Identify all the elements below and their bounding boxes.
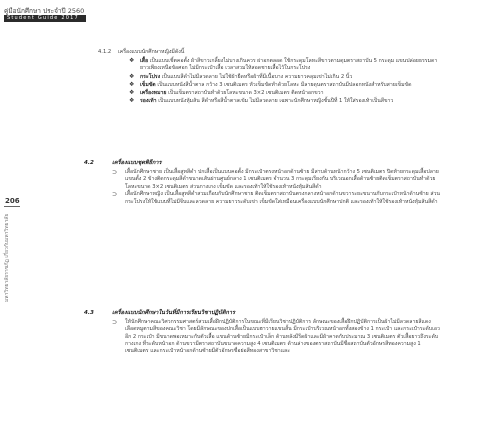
paragraph-text: เสื้อนักศึกษาชาย เป็นเสื้อสูทสีดำ ปกเสื้อเป็นแบบคอตั้ง มีกระเป๋าตรงหน้าอกด้านซ้าย มีสาบด้านหน้ากว้าง 5 เซนติเมตร ปิดท้ายกระดุมเสื้อปลายแขนตั้ง 2 ข้างติดกระดุมสีดำขนาดเส้นผ่านศูนย์กลาง 1 เซนติเมตร จำนวน 3 กระดุมเรียงกัน บริเวณอกเสื้อด้านซ้ายติดเข็มตราสถาบันทำด้วยโลหะขนาด 3×2 เซนติเมตร ส่วนกางเกง เข็มขัด และรองเท้าให้ใช้รองเท้าหนังหุ้มส้นสีดำ xyxy=(125,169,439,190)
item-label: รองเท้า xyxy=(140,98,157,105)
paragraph xyxy=(112,191,442,206)
section-number: 4.3 xyxy=(84,310,94,316)
item-label: เสื้อ xyxy=(140,58,149,64)
star-bullet-icon: ❖ xyxy=(129,89,135,97)
section-title: เครื่องแบบนักศึกษาหญิงมีดังนี้ xyxy=(118,49,185,55)
list-item xyxy=(127,98,447,105)
star-bullet-icon: ❖ xyxy=(129,80,135,88)
section-4-1-2-heading xyxy=(98,49,184,56)
section-title: เครื่องแบบนักศึกษาในวันที่มีการเรียนวิชาปฏิบัติการ xyxy=(112,310,235,316)
paragraph-text: ให้นักศึกษาคณะวิศวกรรมศาสตร์สวมเสื้อฝึกปฏิบัติการในขณะที่มีเรียนวิชาปฏิบัติการ ลักษณะของเสื้อฝึกปฏิบัติการเป็นผ้าไม่มีลวดลายสีแดงเลือดหมูตามสีของคณะวิชา โดยมีลักษณะของปกเสื้อเป็นแบบฮาวายแขนสั้น มีกระเป๋าบริเวณหน้าอกทั้งสองข้าง 1 กระเป๋า และกระเป๋าระดับเอวอีก 2 กระเป๋า มีขนาดพอเหมาะกับตัวเสื้อ แขนด้านซ้ายมีกระเป๋าเล็ก ด้านหลังมีรีดผ้าและมีผ้าคาดกับประมาณ 3 เซนติเมตร ตัวเสื้อยาวถึงระดับกางเกง ที่ระดับหน้าอก ด้านขวามีตราสถาบันขนาดความสูง 4 เซนติเมตร ด้านล่างของตราสถาบันมีชื่อสถาบันตัวอักษรสีทองความสูง 1 เซนติเมตร และกระเป๋าหน้าอกด้านซ้ายมีตัวอักษรชื่อย่อสีทองสาขาวิชาและ xyxy=(125,319,440,355)
paragraph xyxy=(112,319,442,355)
item-text: เป็นแบบหนังหุ้มส้น สีดำหรือสีน้ำตาลเข้ม ไม่มีลวดลาย เฉพาะนักศึกษาหญิงชั้นปีที่ 1 ให้ใส่รองเท้าเป็นสีขาว xyxy=(158,98,394,105)
section-number: 4.2 xyxy=(84,160,94,166)
list-item xyxy=(127,74,447,81)
side-tab xyxy=(2,212,12,302)
page-number-rule xyxy=(4,206,20,207)
hook-bullet-icon: ⊃ xyxy=(112,169,118,176)
section-4-2-heading xyxy=(84,159,162,167)
header-title: คู่มือนักศึกษา ประจำปี 2560 xyxy=(4,7,85,15)
page-number: 206 xyxy=(5,197,20,205)
paragraph xyxy=(112,169,442,191)
paragraph-text: เสื้อนักศึกษาหญิง เป็นเสื้อสูทสีดำสวมเกือบกับนักศึกษาชาย ติดเข็มตราสถาบันตรงกลางหน้าอกด้านขวาระยะขนานกับกระเป๋าหน้าด้านซ้าย ส่วนกระโปรงให้ใช้แบบที่ไม่มีจีบและลวดลาย ความยาวระดับเข่า เข็มขัดใส่เหมือนเครื่องแบบนักศึกษาปกติ และรองเท้าให้ใช้รองเท้าหนังหุ้มส้นสีดำ xyxy=(125,191,440,205)
item-label: เครื่องหมาย xyxy=(140,90,167,97)
item-text: เป็นแบบสีดำไม่มีลวดลาย ไม่ใช้ผ้ายืดหรือผ้าที่มีเนื้อบาง ความยาวคลุมเข่าไม่เกิน 2 นิ้ว xyxy=(161,73,353,80)
uniform-items-list xyxy=(127,58,447,107)
star-bullet-icon: ❖ xyxy=(129,97,135,105)
item-label: กระโปรง xyxy=(140,73,161,80)
item-text: เป็นแบบหนังสีน้ำตาล กว้าง 3 เซนติเมตร หัวเข็มขัดทำด้วยโลหะ มีลายดุนตราสถาบันมีปลอกหนังสำหรับสายเข็มขัด xyxy=(157,81,412,88)
list-item xyxy=(127,90,447,97)
section-4-3-paragraphs xyxy=(112,319,442,356)
hook-bullet-icon: ⊃ xyxy=(112,319,118,326)
item-label: เข็มขัด xyxy=(140,81,156,88)
star-bullet-icon: ❖ xyxy=(129,72,135,80)
section-number: 4.1.2 xyxy=(98,49,112,55)
hook-bullet-icon: ⊃ xyxy=(112,191,118,199)
list-item xyxy=(127,82,447,89)
side-tab-label: มหาวิทยาลัยราชภัฏ เกี่ยวกับมหาวิทยาลัย xyxy=(4,213,10,302)
item-text: เป็นแบบเชิ้ตคอตั้ง ผ้าสีขาวเกลี้ยงไม่บางเกินควร ผ่าอกตลอด ใช้กระดุมโลหะสีขาวตามดุมตราสถาบัน 5 กระดุม แขนปล่อยธรรมดา ยาวเพียงเหนือข้อศอก ไม่มีกระเป๋าเสื้อ เวลาสวมให้สอดชายเสื้อไว้ในกระโปรง xyxy=(140,58,438,72)
section-title: เครื่องแบบชุดพิธีการ xyxy=(112,160,162,166)
section-4-3-heading xyxy=(84,309,235,317)
star-bullet-icon: ❖ xyxy=(129,57,135,64)
section-4-2-paragraphs xyxy=(112,169,442,206)
header-badge: Student Guide 2017 xyxy=(4,15,86,22)
item-text: เป็นเข็มตราสถาบันทำด้วยโลหะขนาด 3×2 เซนติเมตร ติดหน้าอกขวา xyxy=(168,90,324,97)
list-item xyxy=(127,58,447,73)
